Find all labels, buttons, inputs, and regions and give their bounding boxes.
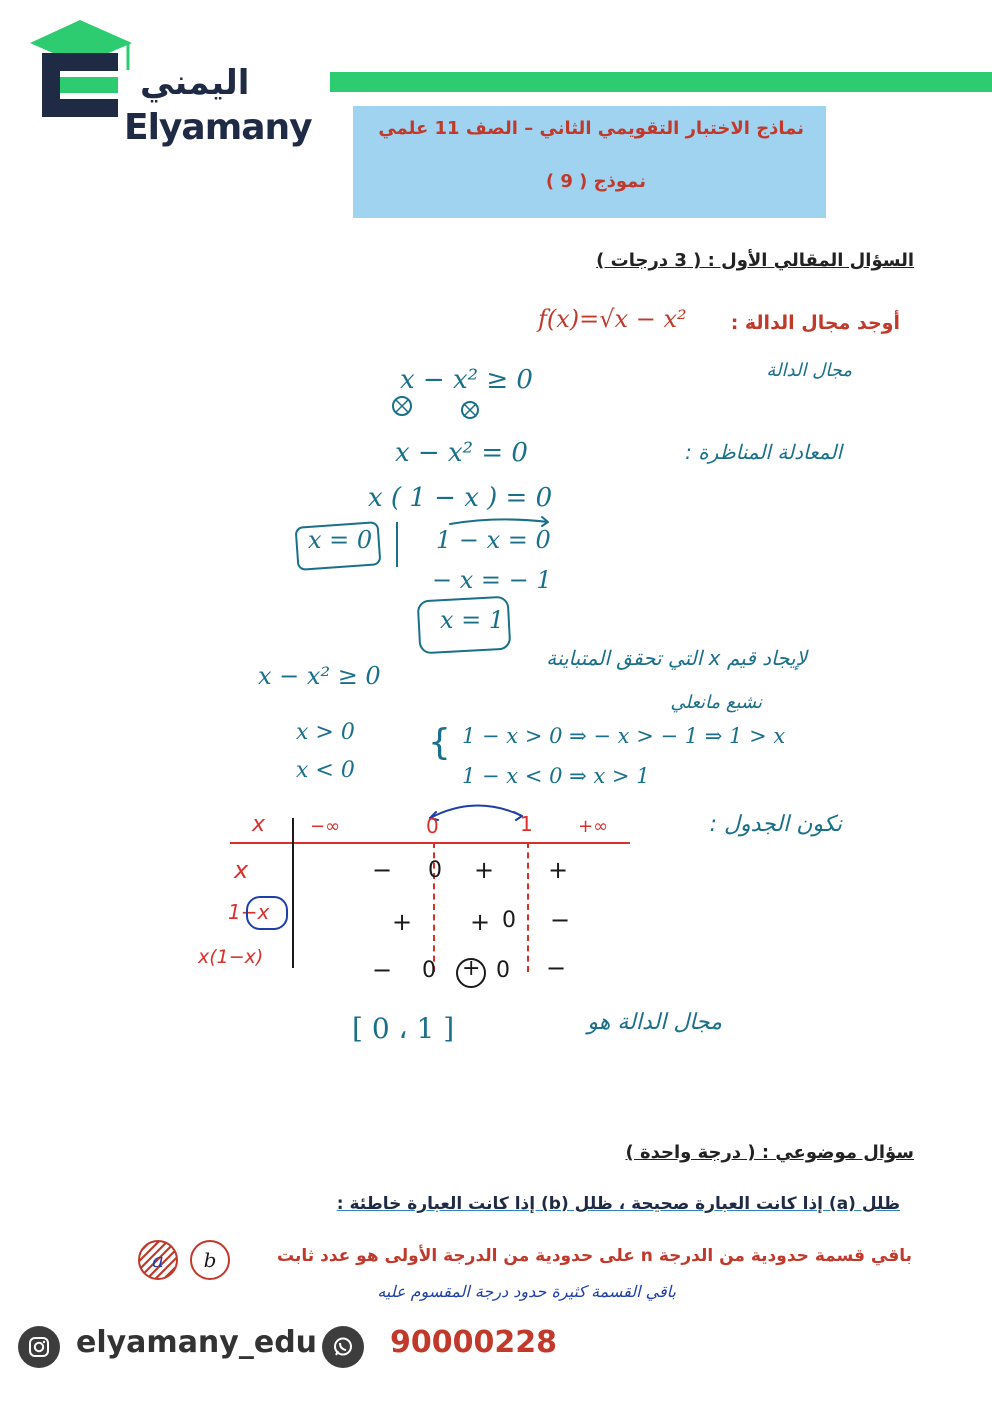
hand-root2b: x = 1 [440,606,505,634]
table-cell: + [470,908,491,936]
question1-prompt: أوجد مجال الدالة : [730,312,900,334]
hand-eq1: x − x² = 0 [395,438,528,468]
hand-brace: { [428,722,451,763]
hand-inequality: x − x² ≥ 0 [400,365,533,395]
hand-case2: x < 0 [296,758,355,783]
option-b-bubble[interactable] [190,1240,230,1280]
table-head-x: x [252,812,266,837]
hand-answer-label: مجال الدالة هو [587,1010,722,1035]
table-row-label: 1−x [228,900,270,924]
table-cell: − [546,954,567,982]
option-a-label: a [152,1248,164,1272]
hand-case1: x > 0 [296,720,355,745]
table-cell: + [392,908,413,936]
logo-latin: Elyamany [124,107,312,148]
hand-table-label: نكون الجدول : [709,812,842,837]
hand-domain-label: مجال الدالة [766,360,852,381]
logo-arabic: اليمني [140,63,250,103]
question2-statement: باقي قسمة حدودية من الدرجة n على حدودية من الدرجة الأولى هو عدد ثابت [277,1246,912,1266]
table-cell: 0 [422,958,436,983]
table-head-pos-inf: +∞ [578,816,609,837]
table-row-label-circle [246,896,288,930]
table-cell: + [548,856,569,884]
table-cell: + [462,956,481,981]
table-head-one: 1 [520,812,533,836]
whatsapp-icon[interactable] [322,1326,364,1368]
hand-eq-label: المعادلة المناظرة : [685,440,842,464]
question2-title: سؤال موضوعي : ( درجة واحدة ) [625,1142,914,1163]
brand-logo [20,15,312,148]
exam-title: نماذج الاختبار التقويمي الثاني – الصف 11 علمي [378,118,804,139]
hand-case1b: 1 − x > 0 ⇒ − x > − 1 ⇒ 1 > x [462,724,786,748]
hand-step: − x = − 1 [432,566,552,594]
hand-root2: 1 − x = 0 [436,526,551,554]
title-box [353,106,826,218]
hand-case2b: 1 − x < 0 ⇒ x > 1 [462,764,650,788]
hand-sign-note: نشبع مانعلي [670,692,762,713]
function-expression: f(x)=√x − x² [538,305,687,333]
hand-find-note: لإيجاد قيم x التي تحقق المتباينة [546,646,807,670]
instagram-handle[interactable]: elyamany_edu [76,1325,318,1360]
model-number: نموذج ( 9 ) [545,171,646,192]
hand-divider [396,522,398,567]
instagram-icon[interactable] [18,1326,60,1368]
table-head-neg-inf: −∞ [310,816,341,837]
phone-number[interactable]: 90000228 [390,1325,557,1360]
hand-eq2: x ( 1 − x ) = 0 [368,483,553,513]
hand-root1: x = 0 [308,526,373,554]
question2-instruction: ظلل (a) إذا كانت العبارة صحيحة ، ظلل (b) إذا كانت العبارة خاطئة : [336,1194,900,1214]
table-cell: + [474,856,495,884]
table-v-rule [292,818,294,968]
table-row-label: x(1−x) [198,946,264,968]
table-cell: 0 [502,908,516,933]
table-cell: 0 [496,958,510,983]
table-cell: − [372,956,393,984]
question1-title: السؤال المقالي الأول : ( 3 درجات ) [596,250,914,271]
option-a-bubble[interactable] [138,1240,178,1280]
header-accent-band [330,72,992,92]
table-cell: − [372,856,393,884]
hand-arrow [448,514,558,528]
table-row-label: x [234,856,249,884]
hand-note: باقي القسمة كثيرة حدود درجة المقسوم عليه [377,1282,676,1301]
hand-ineq-again: x − x² ≥ 0 [258,662,381,690]
graduation-cap-icon [20,15,140,145]
hand-answer: [ 0 ، 1 ] [352,1012,455,1045]
option-b-label: b [203,1248,217,1272]
hand-interval-arc [426,800,526,822]
table-cell: − [550,906,571,934]
hand-strike-marks [388,388,508,428]
table-h-rule [230,842,630,844]
table-cell: 0 [428,858,442,883]
table-dash-1 [527,842,529,972]
table-head-zero: 0 [426,814,439,838]
